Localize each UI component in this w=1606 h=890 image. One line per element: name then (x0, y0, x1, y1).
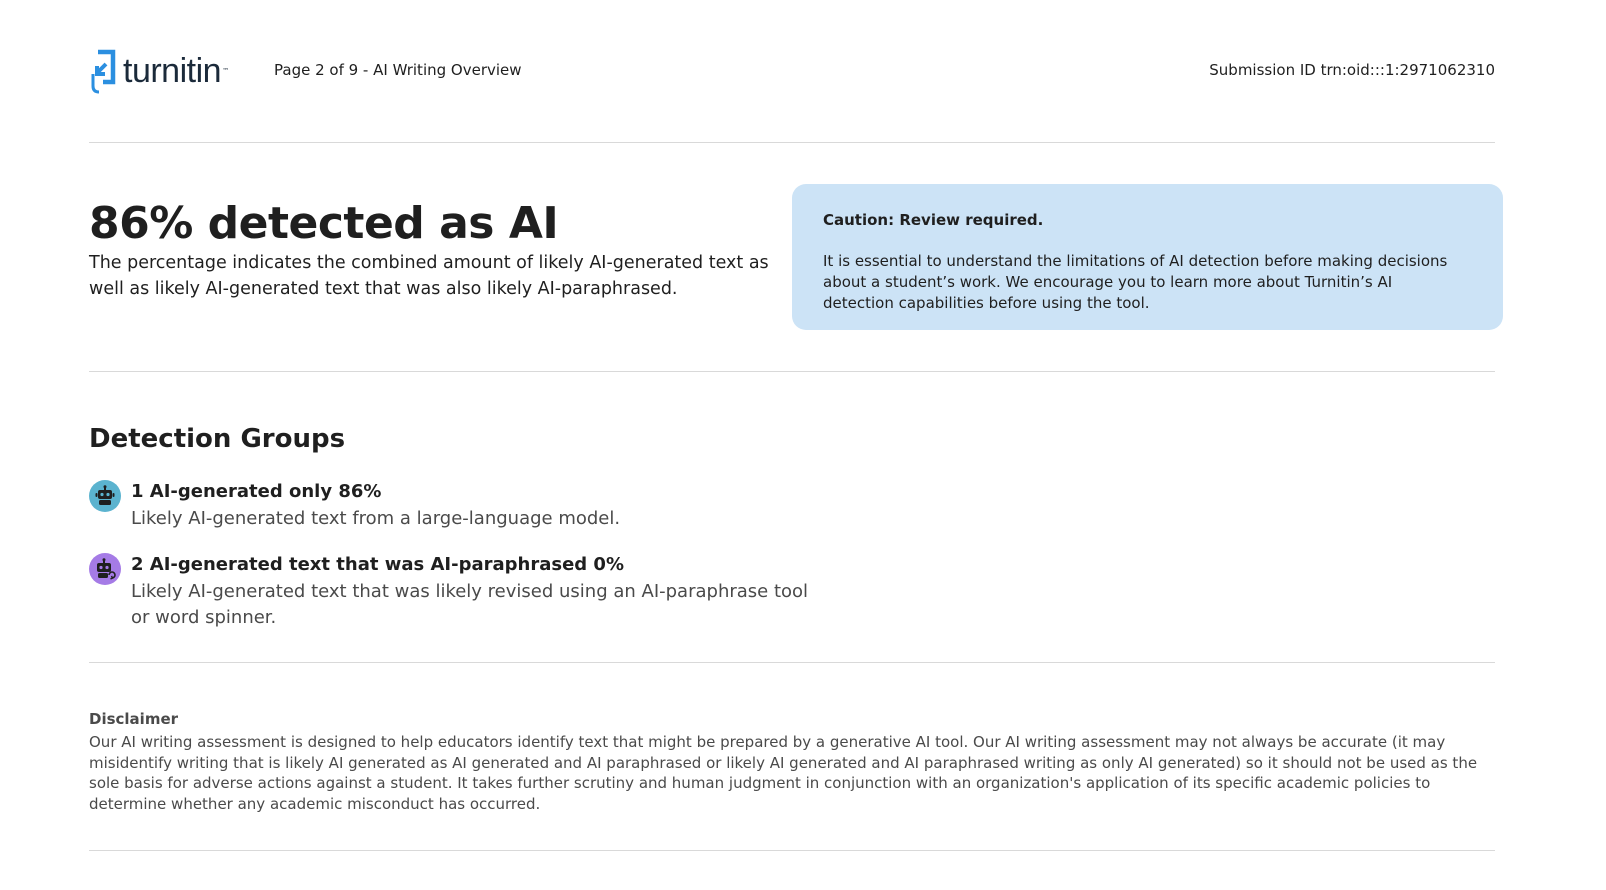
submission-id: Submission ID trn:oid:::1:2971062310 (1209, 61, 1495, 79)
logo-wordmark: turnitin (123, 52, 222, 90)
page-label: Page 2 of 9 - AI Writing Overview (274, 61, 522, 79)
robot-paraphrase-icon (89, 553, 121, 585)
groups-divider (89, 662, 1495, 663)
disclaimer-body: Our AI writing assessment is designed to help educators identify text that might be prepared by a generative AI tool. Our AI writing assessment may not always be accurate (it may misidentify writing that is likely AI generated as AI generated and AI paraphrased or likely AI generated and AI paraphrased writing as only AI generated) so it should not be used as the sole basis for adverse actions against a student. It takes further scrutiny and human judgment in conjunction with an organization's application of its specific academic policies to determine whether any academic misconduct has occurred. (89, 733, 1478, 814)
summary-divider (89, 371, 1495, 372)
detection-group-description: Likely AI-generated text from a large-language model. (131, 508, 621, 529)
robot-icon (89, 480, 121, 512)
detection-group-title: 2 AI-generated text that was AI-paraphrased 0% (131, 554, 624, 575)
detection-group-ai-paraphrased (89, 553, 809, 633)
caution-body: It is essential to understand the limitations of AI detection before making decisions about a student’s work. We encourage you to learn more about Turnitin’s AI detection capabilities before using the tool. (823, 252, 1448, 312)
detection-group-title: 1 AI-generated only 86% (131, 481, 382, 502)
disclaimer-title: Disclaimer (89, 710, 179, 728)
detection-group-ai-generated (89, 480, 809, 532)
caution-title: Caution: Review required. (823, 211, 1044, 229)
turnitin-logo (89, 48, 229, 94)
detection-groups-title: Detection Groups (89, 424, 346, 454)
turnitin-mark-icon (89, 48, 117, 94)
page-header (89, 46, 1495, 94)
caution-box (792, 184, 1503, 330)
ai-percentage-headline: 86% detected as AI (89, 198, 559, 249)
header-divider (89, 142, 1495, 143)
detection-group-description: Likely AI-generated text that was likely revised using an AI-paraphrase tool or word spinner. (131, 581, 809, 628)
logo-trademark: ™ (222, 67, 230, 75)
ai-percentage-description: The percentage indicates the combined amount of likely AI-generated text as well as likely AI-generated text that was also likely AI-paraphrased. (89, 253, 769, 299)
footer-divider (89, 850, 1495, 851)
